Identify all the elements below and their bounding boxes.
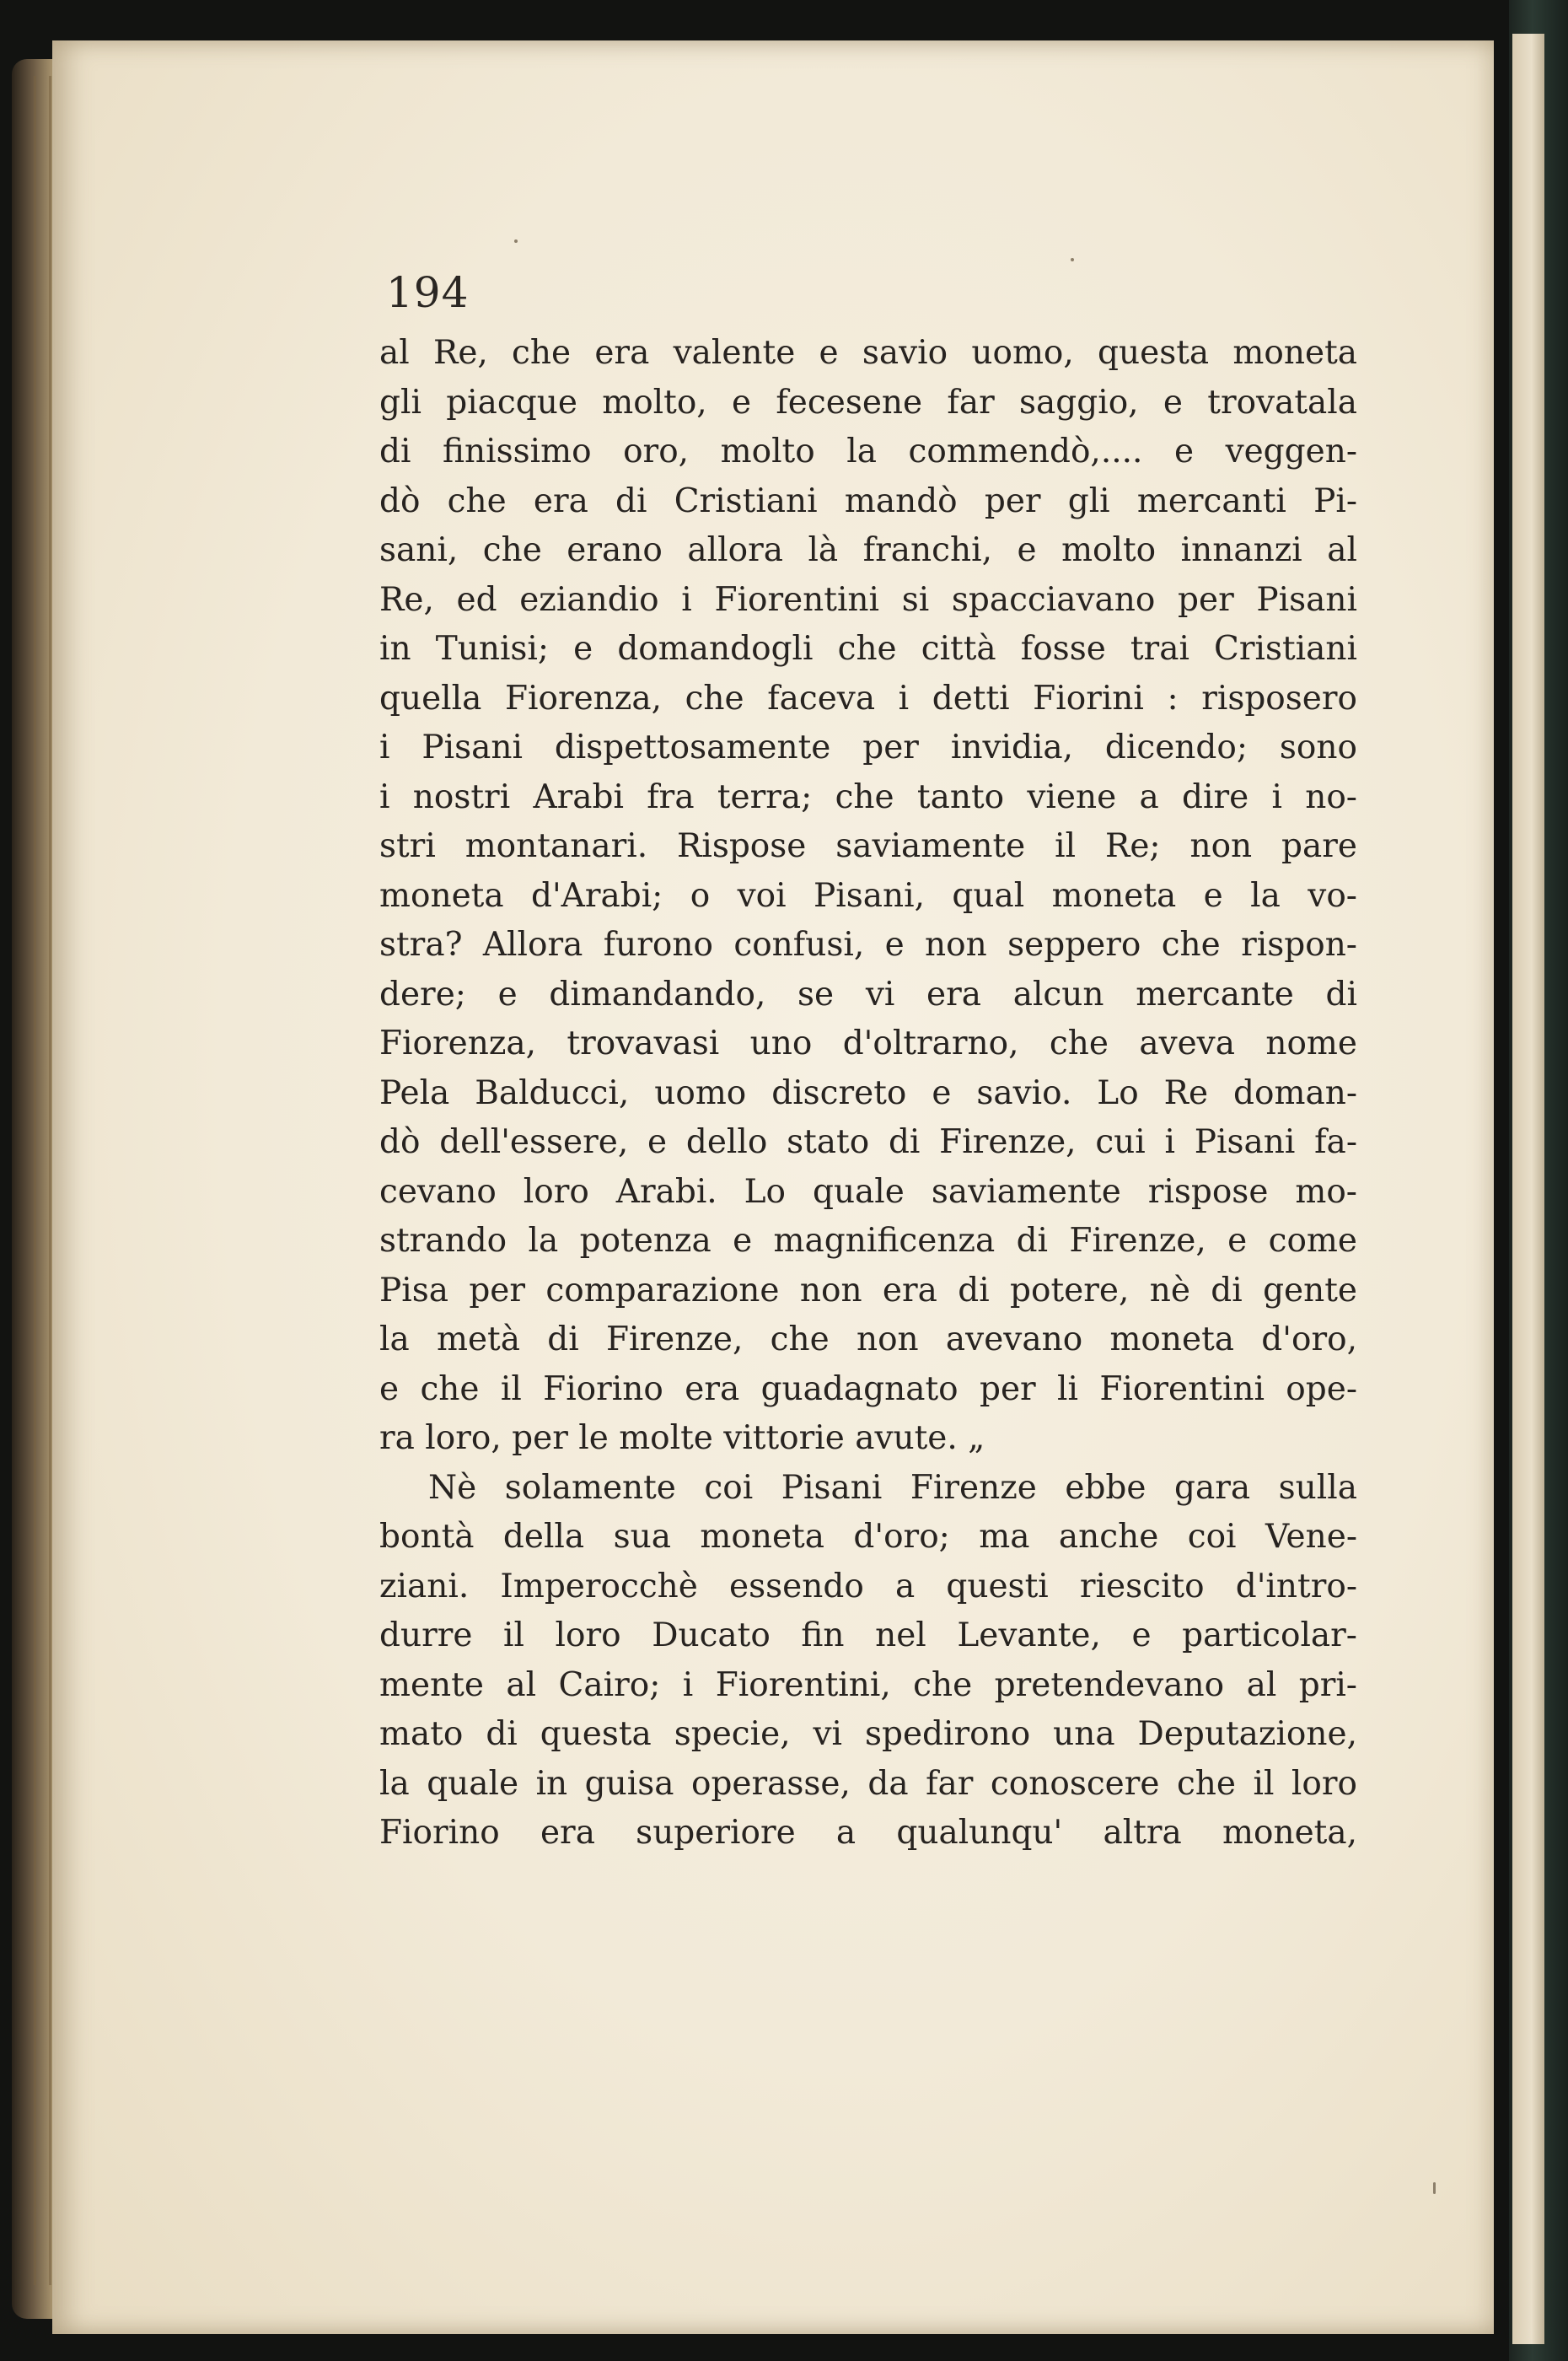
text-line: dò che era di Cristiani mandò per gli mercanti Pi- bbox=[379, 481, 1357, 520]
text-line: mente al Cairo; i Fiorentini, che pretendevano al pri- bbox=[379, 1665, 1357, 1704]
text-line: cevano loro Arabi. Lo quale saviamente rispose mo- bbox=[379, 1172, 1357, 1211]
text-line: dere; e dimandando, se vi era alcun mercante di bbox=[379, 975, 1357, 1014]
text-line: moneta d'Arabi; o voi Pisani, qual moneta e la vo- bbox=[379, 876, 1357, 915]
text-line: i Pisani dispettosamente per invidia, dicendo; sono bbox=[379, 729, 1357, 766]
text-line: dò dell'essere, e dello stato di Firenze, cui i Pisani fa- bbox=[379, 1123, 1357, 1161]
text-line: quella Fiorenza, che faceva i detti Fiorini : risposero bbox=[379, 679, 1357, 718]
text-line: la quale in guisa operasse, da far conoscere che il loro bbox=[379, 1764, 1357, 1803]
text-line: strando la potenza e magnificenza di Firenze, e come bbox=[379, 1222, 1357, 1260]
text-line: gli piacque molto, e fecesene far saggio, e trovatala bbox=[379, 383, 1357, 422]
page-number: 194 bbox=[386, 268, 470, 317]
body-text bbox=[379, 329, 1357, 1858]
text-line: Fiorino era superiore a qualunqu' altra moneta, bbox=[379, 1814, 1357, 1852]
text-line: ra loro, per le molte vittorie avute. „ bbox=[379, 1419, 985, 1457]
text-line: Re, ed eziandio i Fiorentini si spacciavano per Pisani bbox=[379, 580, 1357, 619]
page-edge-line bbox=[34, 76, 36, 2285]
text-line: sani, che erano allora là franchi, e molto innanzi al bbox=[379, 531, 1357, 569]
text-line: di finissimo oro, molto la commendò,.... e veggen- bbox=[379, 433, 1357, 471]
text-line: Pisa per comparazione non era di potere, nè di gente bbox=[379, 1271, 1357, 1310]
text-line: Pela Balducci, uomo discreto e savio. Lo Re doman- bbox=[379, 1073, 1357, 1112]
page-edge-line bbox=[49, 76, 51, 2285]
text-line: Nè solamente coi Pisani Firenze ebbe gara sulla bbox=[428, 1468, 1357, 1507]
next-page-edge bbox=[1512, 34, 1544, 2344]
paper-speck bbox=[514, 239, 518, 243]
paper-speck bbox=[1433, 2182, 1436, 2194]
paper-speck bbox=[1071, 258, 1074, 261]
text-line: in Tunisi; e domandogli che città fosse trai Cristiani bbox=[379, 630, 1357, 668]
text-line: bontà della sua moneta d'oro; ma anche coi Vene- bbox=[379, 1518, 1357, 1556]
text-line: stri montanari. Rispose saviamente il Re; non pare bbox=[379, 827, 1357, 865]
text-line: ziani. Imperocchè essendo a questi riescito d'intro- bbox=[379, 1567, 1357, 1605]
text-line: i nostri Arabi fra terra; che tanto viene a dire i no- bbox=[379, 777, 1357, 816]
text-line: Fiorenza, trovavasi uno d'oltrarno, che aveva nome bbox=[379, 1025, 1357, 1062]
text-line: la metà di Firenze, che non avevano moneta d'oro, bbox=[379, 1320, 1357, 1358]
text-line: durre il loro Ducato fin nel Levante, e particolar- bbox=[379, 1616, 1357, 1654]
text-line: e che il Fiorino era guadagnato per li Fiorentini ope- bbox=[379, 1369, 1357, 1408]
text-line: mato di questa specie, vi spedirono una Deputazione, bbox=[379, 1715, 1357, 1753]
text-line: al Re, che era valente e savio uomo, questa moneta bbox=[379, 334, 1357, 372]
text-line: stra? Allora furono confusi, e non seppero che rispon- bbox=[379, 926, 1357, 964]
